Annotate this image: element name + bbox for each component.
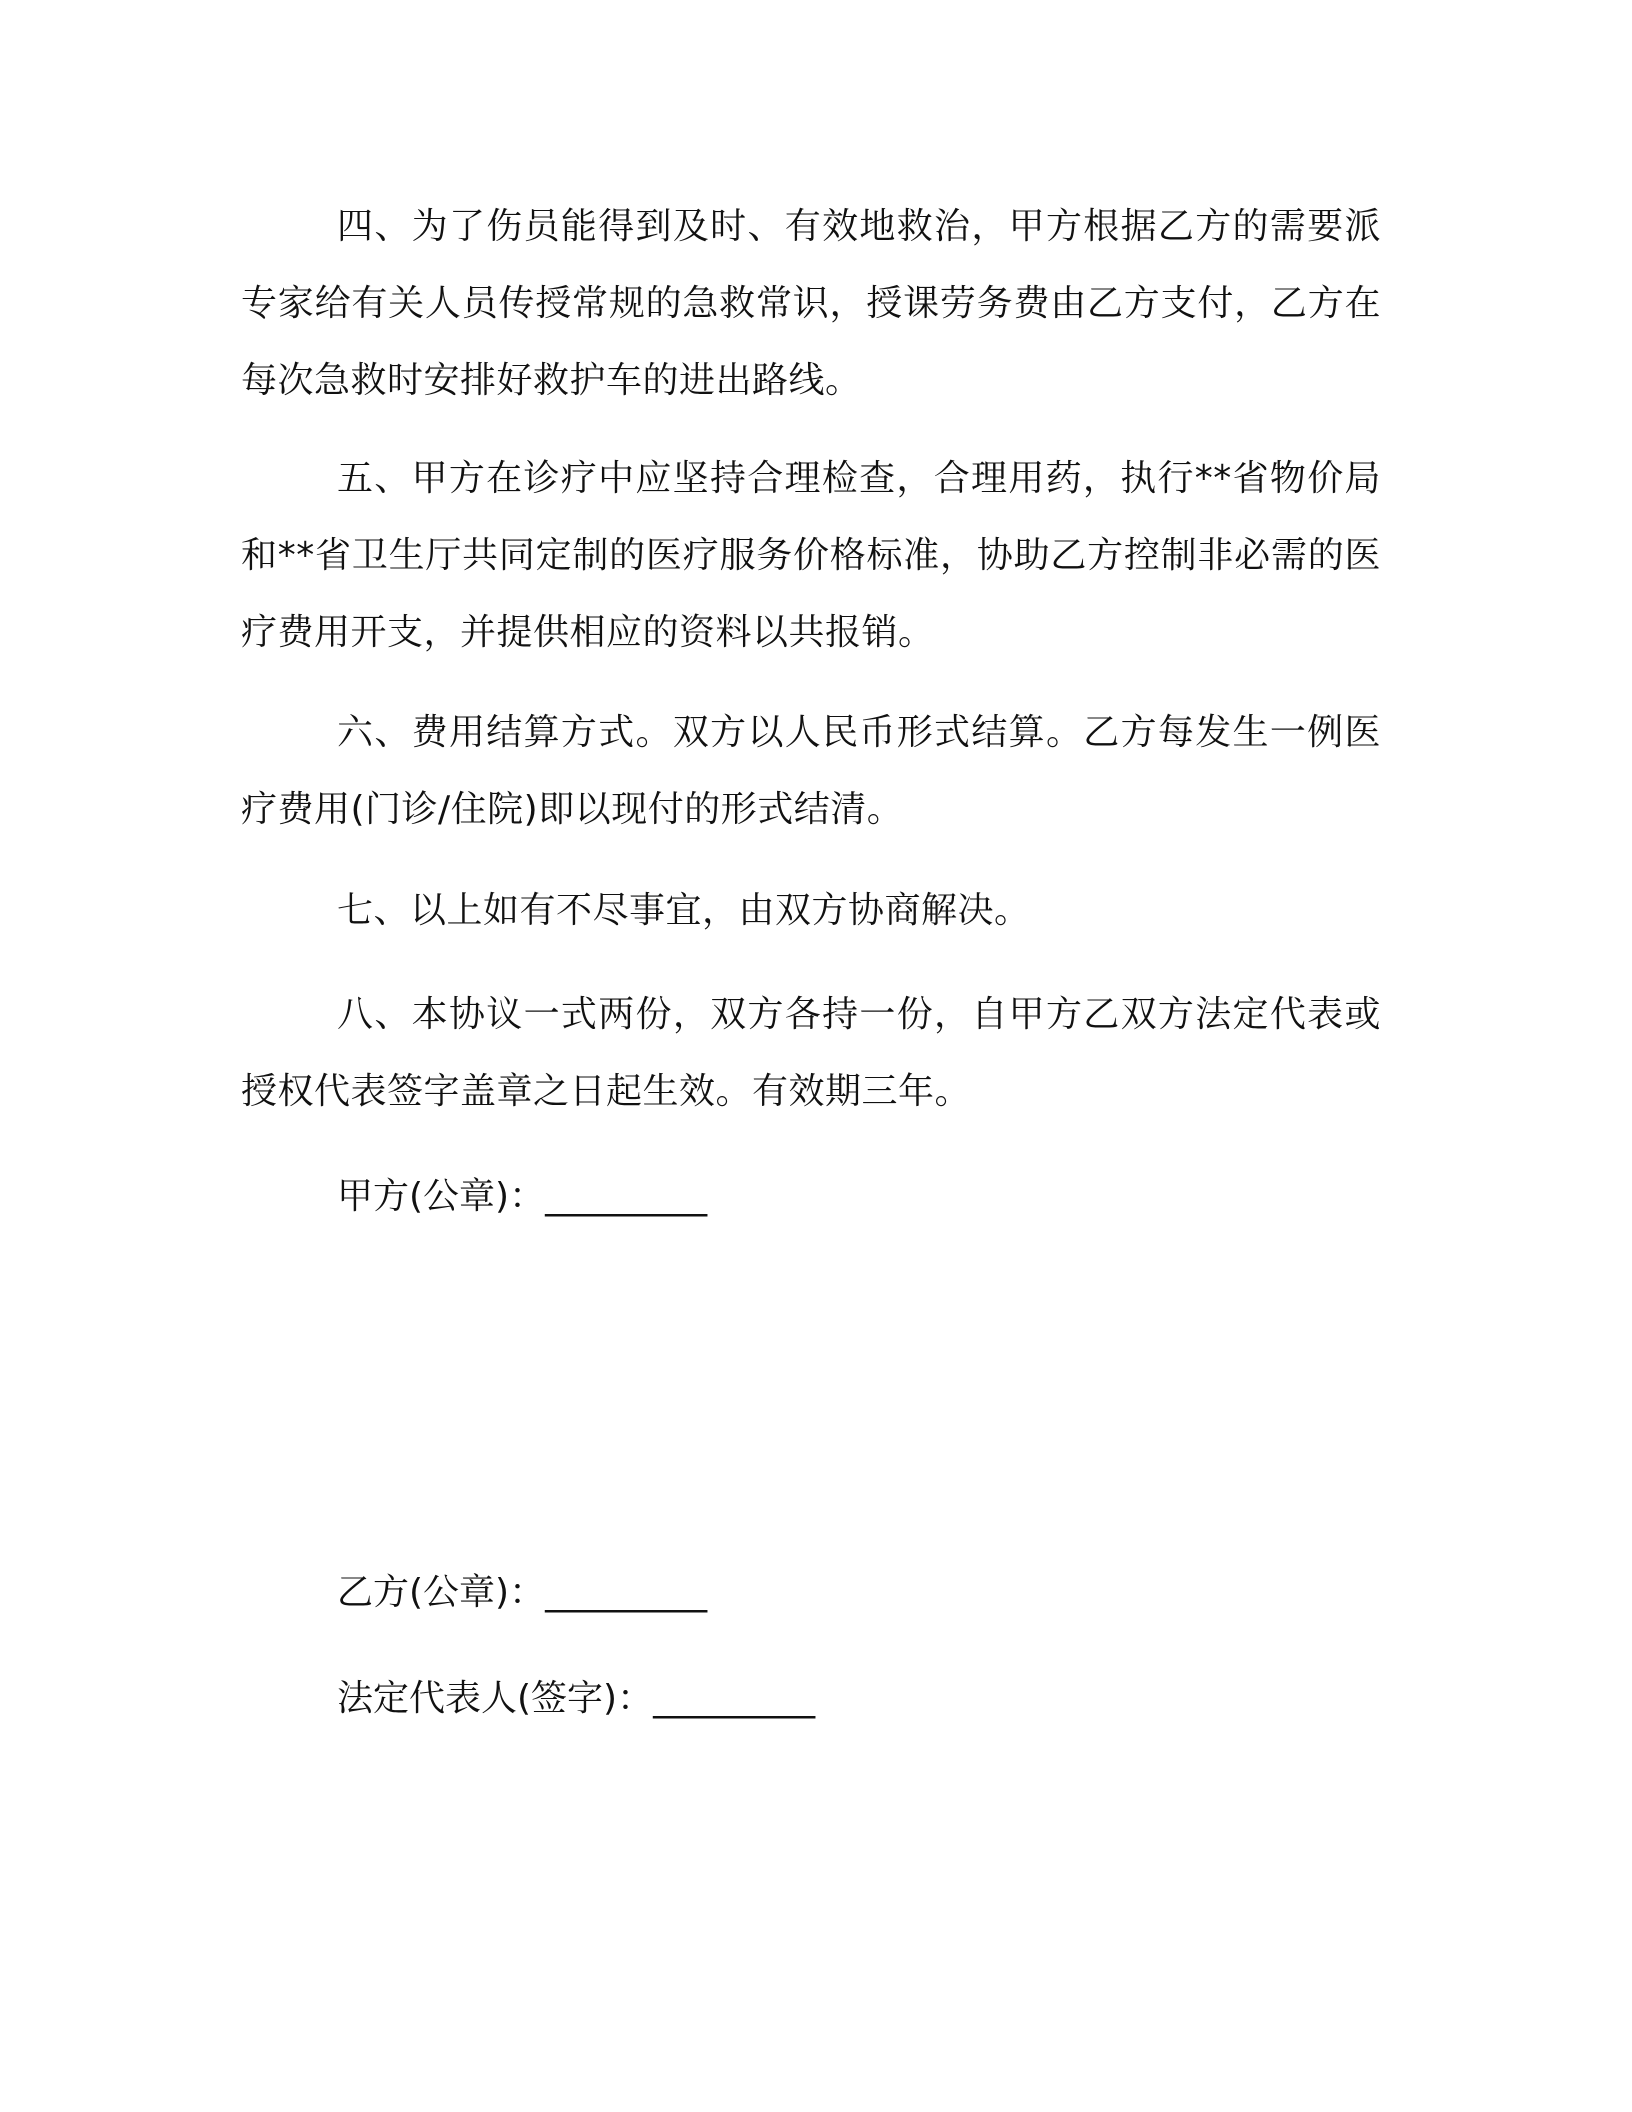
party-b-signature-line: [337, 1568, 707, 1618]
party-b-blank: _________: [545, 1572, 708, 1613]
legal-rep-label: 法定代表人(签字)：: [337, 1678, 654, 1719]
party-a-signature-line: [337, 1172, 707, 1222]
legal-rep-signature-line: [337, 1674, 815, 1724]
clause-4: 四、为了伤员能得到及时、有效地救治，甲方根据乙方的需要派专家给有关人员传授常规的急救常识，授课劳务费由乙方支付，乙方在每次急救时安排好救护车的进出路线。: [241, 206, 1381, 401]
clause-5: 五、甲方在诊疗中应坚持合理检查，合理用药，执行**省物价局和**省卫生厅共同定制的医疗服务价格标准，协助乙方控制非必需的医疗费用开支，并提供相应的资料以共报销。: [241, 458, 1381, 653]
clause-7: 七、以上如有不尽事宜，由双方协商解决。: [337, 890, 1031, 931]
party-a-blank: _________: [545, 1176, 708, 1217]
party-a-label: 甲方(公章)：: [337, 1176, 546, 1217]
legal-rep-blank: _________: [653, 1678, 816, 1719]
clause-8: 八、本协议一式两份，双方各持一份，自甲方乙双方法定代表或授权代表签字盖章之日起生效。有效期三年。: [241, 994, 1381, 1112]
party-b-label: 乙方(公章)：: [337, 1572, 546, 1613]
clause-6: 六、费用结算方式。双方以人民币形式结算。乙方每发生一例医疗费用(门诊/住院)即以现付的形式结清。: [241, 712, 1381, 830]
